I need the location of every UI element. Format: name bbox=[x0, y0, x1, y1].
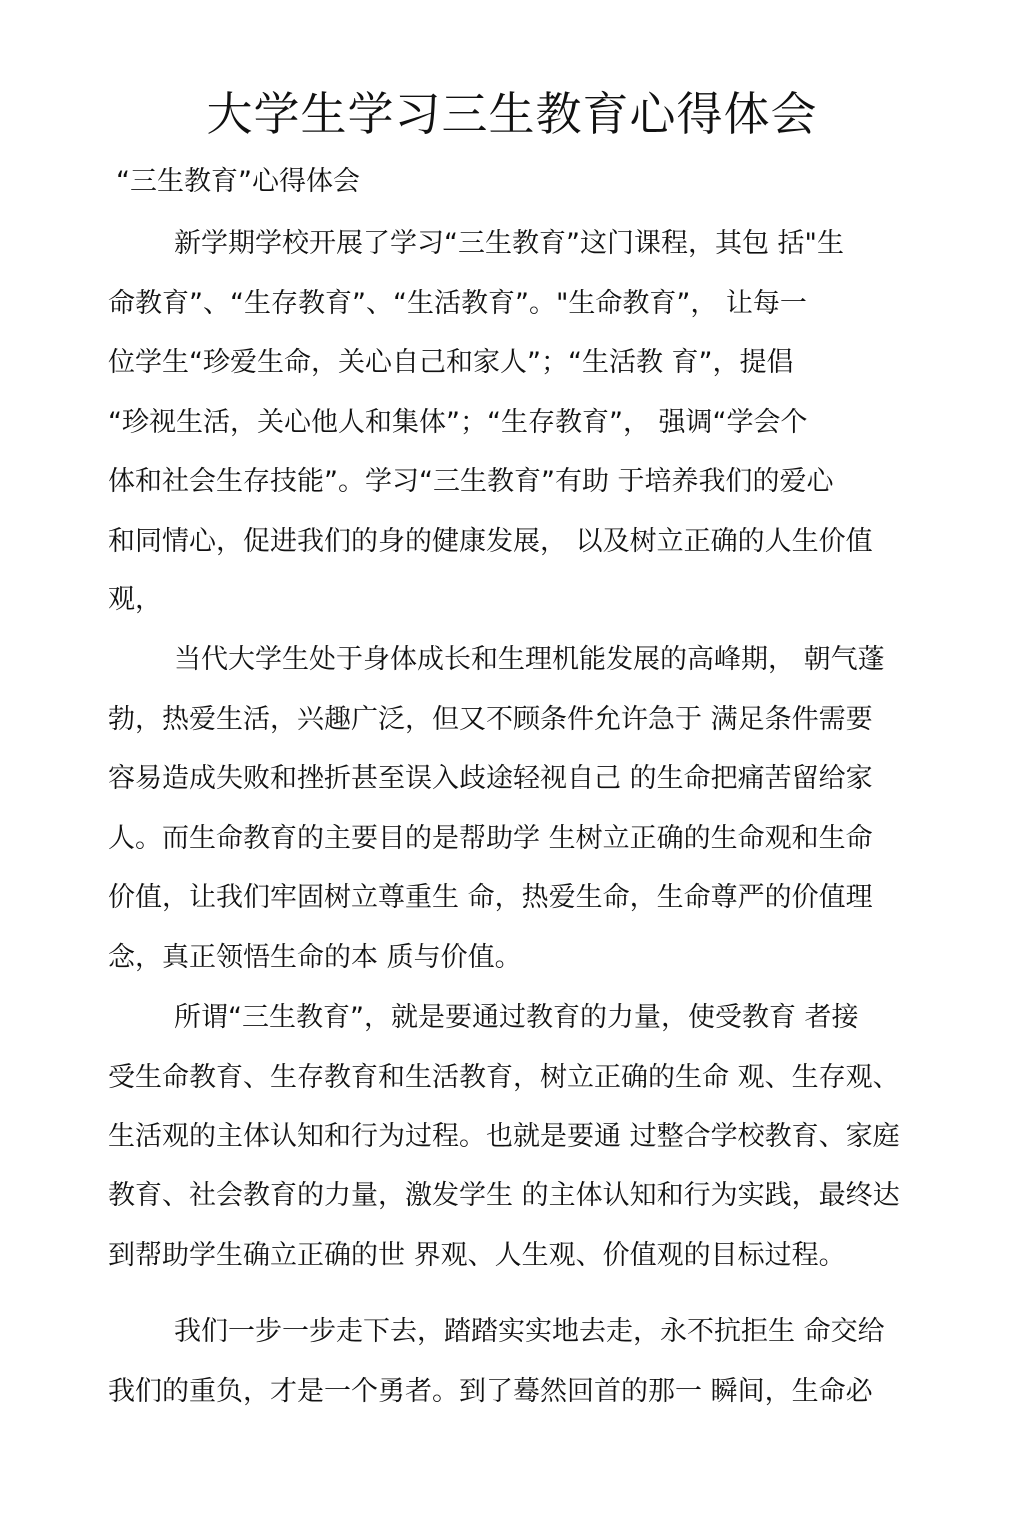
paragraph-line: 价值，让我们牢固树立尊重生 命，热爱生命，生命尊严的价值理 bbox=[108, 882, 873, 913]
paragraph-line: 新学期学校开展了学习“三生教育”这门课程，其包 括"生 bbox=[174, 228, 844, 259]
paragraph-line: 位学生“珍爱生命，关心自己和家人”；“生活教 育”，提倡 bbox=[108, 347, 794, 378]
paragraph-line: 所谓“三生教育”，就是要通过教育的力量，使受教育 者接 bbox=[174, 1002, 859, 1033]
paragraph-line: 我们的重负，才是一个勇者。到了蓦然回首的那一 瞬间，生命必 bbox=[108, 1376, 873, 1407]
document-subtitle: “三生教育”心得体会 bbox=[116, 166, 360, 197]
paragraph-line: 教育、社会教育的力量，激发学生 的主体认知和行为实践，最终达 bbox=[108, 1180, 900, 1211]
paragraph-line: 受生命教育、生存教育和生活教育，树立正确的生命 观、生存观、 bbox=[108, 1062, 900, 1093]
paragraph-line: 念，真正领悟生命的本 质与价值。 bbox=[108, 942, 522, 973]
paragraph-line: 和同情心，促进我们的身的健康发展， 以及树立正确的人生价值 bbox=[108, 526, 873, 557]
paragraph-line: 容易造成失败和挫折甚至误入歧途轻视自己 的生命把痛苦留给家 bbox=[108, 763, 873, 794]
paragraph-line: 勃，热爱生活，兴趣广泛，但又不顾条件允许急于 满足条件需要 bbox=[108, 704, 873, 735]
document-title: 大学生学习三生教育心得体会 bbox=[206, 87, 818, 141]
paragraph-line: 到帮助学生确立正确的世 界观、人生观、价值观的目标过程。 bbox=[108, 1240, 846, 1271]
paragraph-line: 当代大学生处于身体成长和生理机能发展的高峰期， 朝气蓬 bbox=[174, 644, 885, 675]
paragraph-line: 生活观的主体认知和行为过程。也就是要通 过整合学校教育、家庭 bbox=[108, 1121, 900, 1152]
paragraph-line: 命教育”、“生存教育”、“生活教育”。"生命教育”， 让每一 bbox=[108, 288, 807, 319]
paragraph-line: 观， bbox=[108, 584, 162, 615]
paragraph-line: 体和社会生存技能”。学习“三生教育”有助 于培养我们的爱心 bbox=[108, 466, 834, 497]
paragraph-line: 我们一步一步走下去，踏踏实实地去走，永不抗拒生 命交给 bbox=[174, 1316, 885, 1347]
paragraph-line: 人。而生命教育的主要目的是帮助学 生树立正确的生命观和生命 bbox=[108, 823, 873, 854]
paragraph-line: “珍视生活，关心他人和集体”；“生存教育”， 强调“学会个 bbox=[108, 407, 808, 438]
